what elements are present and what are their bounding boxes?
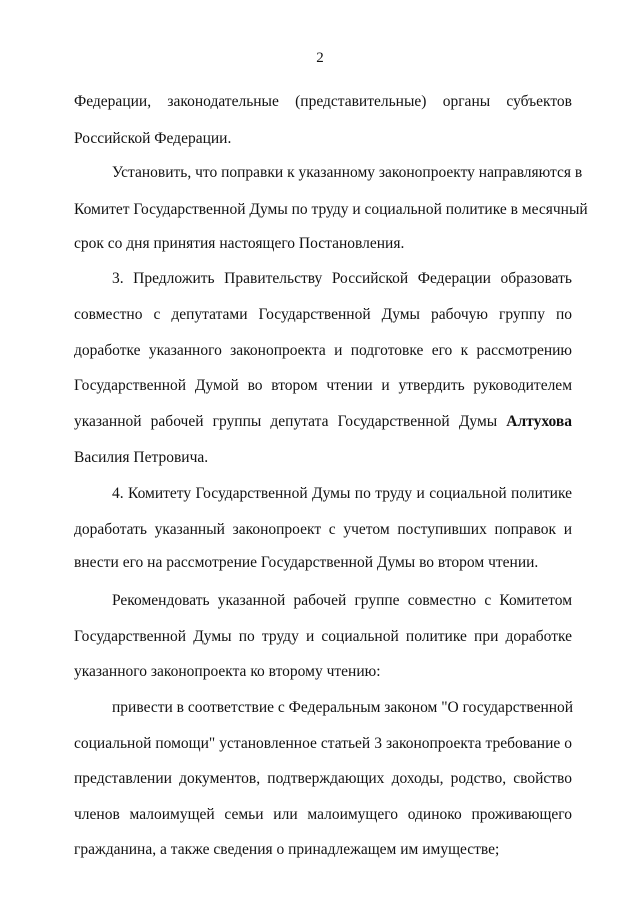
paragraph-1-line-1: Федерации, законодательные (представительные) органы субъектов	[74, 93, 572, 110]
paragraph-3-line-1: 3. Предложить Правительству Российской Федерации образовать	[112, 270, 572, 287]
paragraph-3-line-4: Государственной Думой во втором чтении и утвердить руководителем	[74, 377, 572, 394]
paragraph-6-line-4: членов малоимущей семьи или малоимущего одиноко проживающего	[74, 806, 572, 823]
paragraph-6-line-2: социальной помощи" установленное статьей 3 законопроекта требование о	[74, 735, 572, 752]
paragraph-6-line-3: представлении документов, подтверждающих доходы, родство, свойство	[74, 770, 572, 787]
paragraph-5-line-1: Рекомендовать указанной рабочей группе совместно с Комитетом	[112, 592, 572, 609]
paragraph-3-line-3: доработке указанного законопроекта и подготовке его к рассмотрению	[74, 342, 572, 359]
paragraph-4-line-2: доработать указанный законопроект с учетом поступивших поправок и	[74, 521, 572, 538]
paragraph-3-line-5-text: указанной рабочей группы депутата Государственной Думы	[74, 413, 498, 430]
paragraph-3-line-5	[74, 412, 572, 432]
paragraph-5-line-2: Государственной Думы по труду и социальной политике при доработке	[74, 628, 572, 645]
paragraph-4-line-3: внести его на рассмотрение Государственной Думы во втором чтении.	[74, 554, 539, 571]
paragraph-6-line-5: гражданина, а также сведения о принадлежащем им имуществе;	[74, 841, 500, 858]
page-number: 2	[316, 50, 324, 66]
paragraph-2-line-1: Установить, что поправки к указанному законопроекту направляются в	[112, 164, 583, 181]
paragraph-3-line-2: совместно с депутатами Государственной Думы рабочую группу по	[74, 306, 572, 323]
deputy-surname-bold: Алтухова	[506, 413, 572, 430]
paragraph-3-line-6: Василия Петровича.	[74, 449, 209, 466]
paragraph-2-line-3: срок со дня принятия настоящего Постановления.	[74, 235, 405, 252]
paragraph-1-line-2: Российской Федерации.	[74, 130, 232, 147]
paragraph-4-line-1: 4. Комитету Государственной Думы по труду и социальной политике	[112, 485, 572, 502]
paragraph-5-line-3: указанного законопроекта ко второму чтению:	[74, 663, 381, 680]
paragraph-6-line-1: привести в соответствие с Федеральным законом "О государственной	[112, 699, 574, 716]
paragraph-2-line-2: Комитет Государственной Думы по труду и социальной политике в месячный	[74, 201, 588, 218]
